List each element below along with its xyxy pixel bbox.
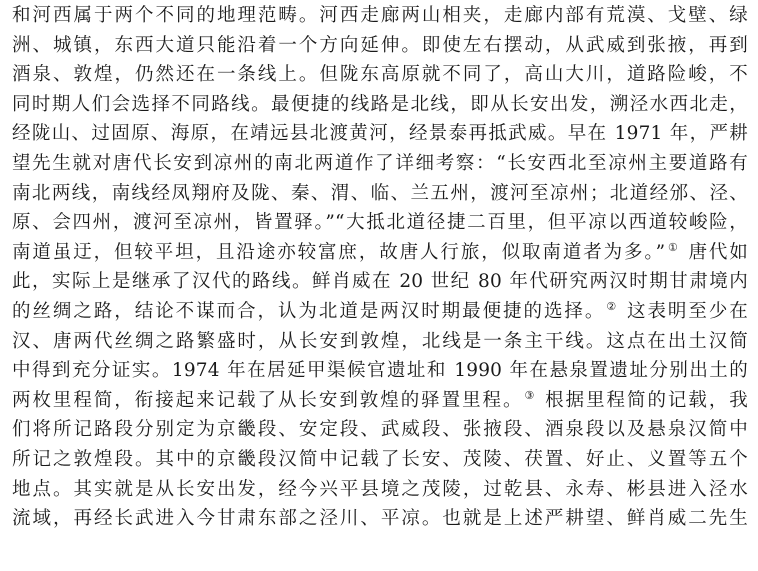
text-run: 酒泉、敦煌，仍然还在一条线上。但陇东高原就不同了，高山大川，道路险峻，不 <box>12 64 748 86</box>
text-line <box>12 31 748 61</box>
text-line <box>12 238 748 268</box>
body-paragraph <box>12 1 748 534</box>
text-line <box>12 149 748 179</box>
text-run: 和河西属于两个不同的地理范畴。河西走廊两山相夹，走廊内部有荒漠、戈壁、绿 <box>12 5 748 26</box>
text-line <box>12 504 748 534</box>
text-run: 们将所记路段分别定为京畿段、安定段、武威段、张掖段、酒泉段以及悬泉汉简中 <box>12 419 748 441</box>
text-run: 唐代如 <box>680 241 748 263</box>
text-run: 南北两线，南线经凤翔府及陇、秦、渭、临、兰五州，渡河至凉州；北道经邠、泾、 <box>12 182 748 204</box>
text-run: 望先生就对唐代长安到凉州的南北两道作了详细考察：“长安西北至凉州主要道路有 <box>12 152 748 174</box>
text-run: 洲、城镇，东西大道只能沿着一个方向延伸。即使左右摆动，从武威到张掖，再到 <box>12 34 748 56</box>
text-line <box>12 60 748 90</box>
text-run: 此，实际上是继承了汉代的路线。鲜肖威在 20 世纪 80 年代研究两汉时期甘肃境内 <box>12 271 748 293</box>
text-line <box>12 1 748 31</box>
text-run: 流域，再经长武进入今甘肃东部之泾川、平凉。也就是上述严耕望、鲜肖威二先生 <box>12 508 748 530</box>
footnote-marker[interactable]: ② <box>606 299 619 313</box>
text-run: 南道虽迂，但较平坦，且沿途亦较富庶，故唐人行旅，似取南道者为多。” <box>12 241 666 263</box>
text-run: 两枚里程简，衔接起来记载了从长安到敦煌的驿置里程。 <box>12 389 524 411</box>
text-line <box>12 90 748 120</box>
text-line <box>12 356 748 386</box>
footnote-marker[interactable]: ③ <box>524 388 537 402</box>
text-run: 地点。其实就是从长安出发，经今兴平县境之茂陵，过乾县、永寿、彬县进入泾水 <box>12 478 748 500</box>
text-run: 的丝绸之路，结论不谋而合，认为北道是两汉时期最便捷的选择。 <box>12 300 606 322</box>
footnote-marker[interactable]: ① <box>666 240 680 254</box>
text-line <box>12 267 748 297</box>
text-run: 这表明至少在 <box>619 300 748 322</box>
text-line <box>12 208 748 238</box>
text-line <box>12 475 748 505</box>
text-run: 中得到充分证实。1974 年在居延甲渠候官遗址和 1990 年在悬泉置遗址分别出土的 <box>12 360 748 382</box>
text-run: 根据里程简的记载，我 <box>537 389 748 411</box>
text-line <box>12 179 748 209</box>
text-run: 经陇山、过固原、海原，在靖远县北渡黄河，经景泰再抵武威。早在 1971 年，严耕 <box>12 123 748 145</box>
text-run: 同时期人们会选择不同路线。最便捷的线路是北线，即从长安出发，溯泾水西北走， <box>12 93 748 115</box>
text-line <box>12 119 748 149</box>
text-line <box>12 297 748 327</box>
text-run: 所记之敦煌段。其中的京畿段汉简中记载了长安、茂陵、茯置、好止、义置等五个 <box>12 448 748 470</box>
text-line <box>12 445 748 475</box>
text-line <box>12 386 748 416</box>
text-line <box>12 415 748 445</box>
text-run: 原、会四州，渡河至凉州，皆置驿。”“大抵北道径捷二百里，但平凉以西道较峻险， <box>12 212 748 234</box>
text-line <box>12 327 748 357</box>
text-run: 汉、唐两代丝绸之路繁盛时，从长安到敦煌，北线是一条主干线。这点在出土汉简 <box>12 330 748 352</box>
